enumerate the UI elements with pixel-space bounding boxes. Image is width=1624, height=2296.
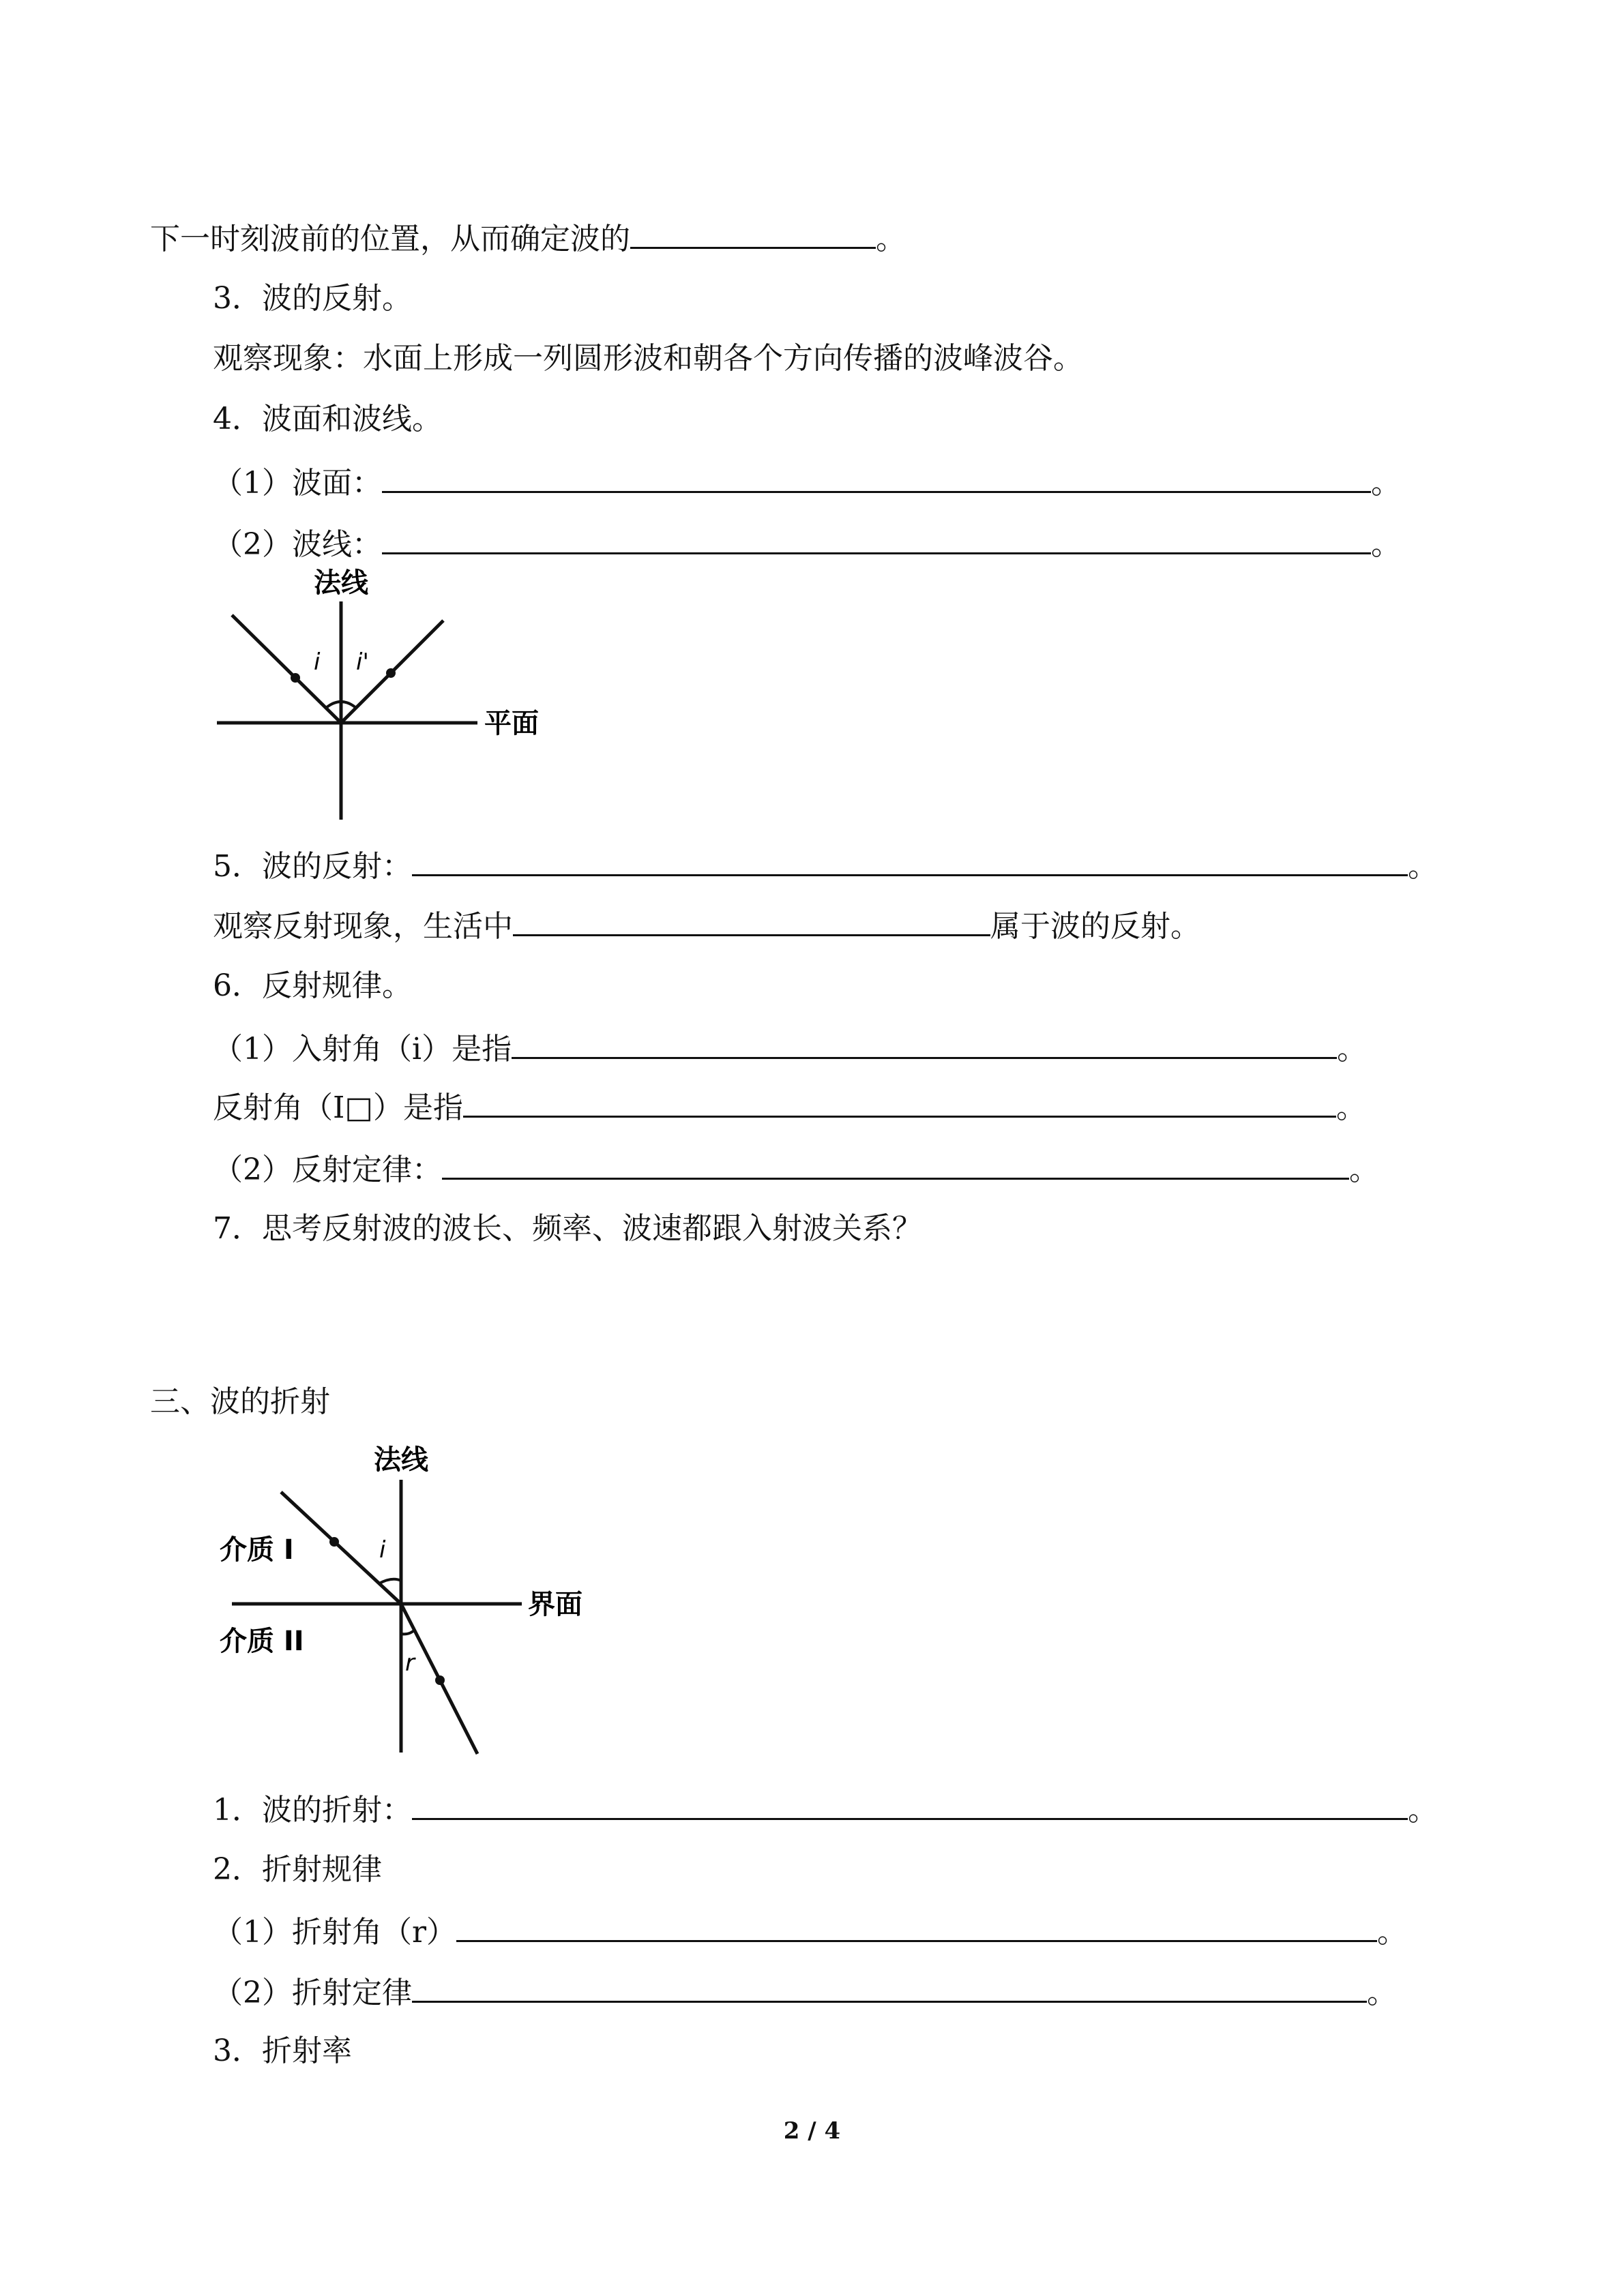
line-reflection-def bbox=[213, 844, 1438, 885]
fill-blank[interactable] bbox=[442, 1148, 1349, 1180]
interface-label: 界面 bbox=[528, 1589, 582, 1620]
line-wave-ray bbox=[213, 522, 1401, 563]
line-text: 3．折射率 bbox=[213, 2033, 352, 2068]
surface-label: 平面 bbox=[484, 708, 539, 739]
line-end: 。 bbox=[1371, 466, 1401, 501]
line-reflection-life bbox=[213, 904, 1200, 945]
incident-arrow-icon bbox=[329, 1537, 339, 1547]
medium2-label: 介质 II bbox=[220, 1626, 304, 1657]
line-wavefront bbox=[213, 461, 1401, 502]
heading-reflection-law bbox=[213, 966, 412, 1007]
refracted-arrow-icon bbox=[435, 1675, 445, 1685]
page-number: 2 / 4 bbox=[783, 2117, 841, 2145]
fill-blank[interactable] bbox=[412, 844, 1408, 876]
reflection-diagram bbox=[205, 559, 559, 832]
line-text: 观察现象：水面上形成一列圆形波和朝各个方向传播的波峰波谷。 bbox=[213, 341, 1083, 376]
reflected-arrow-icon bbox=[386, 668, 396, 678]
fill-blank[interactable] bbox=[463, 1086, 1336, 1118]
medium1-label: 介质 I bbox=[220, 1534, 294, 1566]
line-text: 6．反射规律。 bbox=[213, 968, 412, 1003]
line-refraction-angle bbox=[213, 1910, 1407, 1951]
line-end: 。 bbox=[1349, 1152, 1379, 1187]
line-text: 2．折射规律 bbox=[213, 1852, 382, 1887]
line-end: 。 bbox=[876, 222, 906, 256]
incident-angle-arc bbox=[379, 1579, 401, 1583]
line-text: （2）波线： bbox=[213, 527, 382, 562]
line-wave-direction bbox=[150, 217, 906, 258]
line-reflection-law bbox=[213, 1148, 1379, 1189]
line-text: 3．波的反射。 bbox=[213, 281, 412, 316]
fill-blank[interactable] bbox=[412, 1788, 1408, 1820]
fill-blank[interactable] bbox=[412, 1971, 1367, 2003]
line-text: 观察反射现象，生活中 bbox=[213, 909, 513, 944]
line-observation bbox=[213, 338, 1083, 379]
fill-blank[interactable] bbox=[630, 217, 876, 249]
line-end: 。 bbox=[1408, 1793, 1438, 1828]
line-end: 。 bbox=[1335, 1090, 1366, 1125]
line-end: 。 bbox=[1367, 1976, 1397, 2010]
line-text: （1）波面： bbox=[213, 466, 382, 501]
fill-blank[interactable] bbox=[456, 1910, 1377, 1942]
line-text: 反射角（I□）是指 bbox=[213, 1090, 463, 1125]
fill-blank[interactable] bbox=[513, 904, 990, 936]
line-text: （1）入射角（i）是指 bbox=[213, 1032, 512, 1067]
heading-wave-refraction bbox=[150, 1382, 330, 1422]
line-text: （2）折射定律 bbox=[213, 1976, 412, 2010]
line-text: 5．波的反射： bbox=[213, 849, 412, 884]
line-end: 。 bbox=[1408, 849, 1438, 884]
line-text: 1．波的折射： bbox=[213, 1793, 412, 1828]
incident-angle-label: i bbox=[314, 648, 321, 676]
incident-ray bbox=[232, 615, 341, 723]
line-refraction-law bbox=[213, 1971, 1397, 2012]
line-text: 三、波的折射 bbox=[150, 1384, 330, 1419]
line-text: 下一时刻波前的位置，从而确定波的 bbox=[150, 222, 630, 256]
line-end: 。 bbox=[1371, 527, 1401, 562]
line-reflected-angle bbox=[213, 1086, 1366, 1127]
normal-label: 法线 bbox=[374, 1444, 428, 1476]
incident-angle-label: i bbox=[379, 1536, 386, 1564]
fill-blank[interactable] bbox=[382, 522, 1371, 554]
fill-blank[interactable] bbox=[382, 461, 1371, 493]
line-end: 属于波的反射。 bbox=[990, 909, 1200, 944]
line-text: 7．思考反射波的波长、频率、波速都跟入射波关系？ bbox=[213, 1211, 922, 1246]
heading-refraction-law bbox=[213, 1849, 382, 1890]
heading-refractive-index bbox=[213, 2031, 352, 2072]
heading-wave-reflection bbox=[213, 278, 412, 319]
line-end: 。 bbox=[1337, 1032, 1368, 1067]
line-end: 。 bbox=[1377, 1915, 1408, 1950]
fill-blank[interactable] bbox=[512, 1027, 1337, 1059]
normal-label: 法线 bbox=[314, 567, 368, 599]
reflected-angle-label: i' bbox=[356, 648, 369, 676]
refraction-diagram bbox=[205, 1425, 628, 1766]
refracted-angle-arc bbox=[401, 1630, 415, 1634]
line-reflection-question bbox=[213, 1208, 922, 1249]
line-text: （1）折射角（r） bbox=[213, 1915, 457, 1950]
line-refraction-def bbox=[213, 1788, 1438, 1829]
line-text: 4．波面和波线。 bbox=[213, 402, 442, 436]
heading-wavefront-ray bbox=[213, 399, 442, 440]
line-text: （2）反射定律： bbox=[213, 1152, 442, 1187]
incident-arrow-icon bbox=[291, 673, 300, 683]
refracted-angle-label: r bbox=[405, 1650, 415, 1677]
line-incident-angle bbox=[213, 1027, 1367, 1068]
